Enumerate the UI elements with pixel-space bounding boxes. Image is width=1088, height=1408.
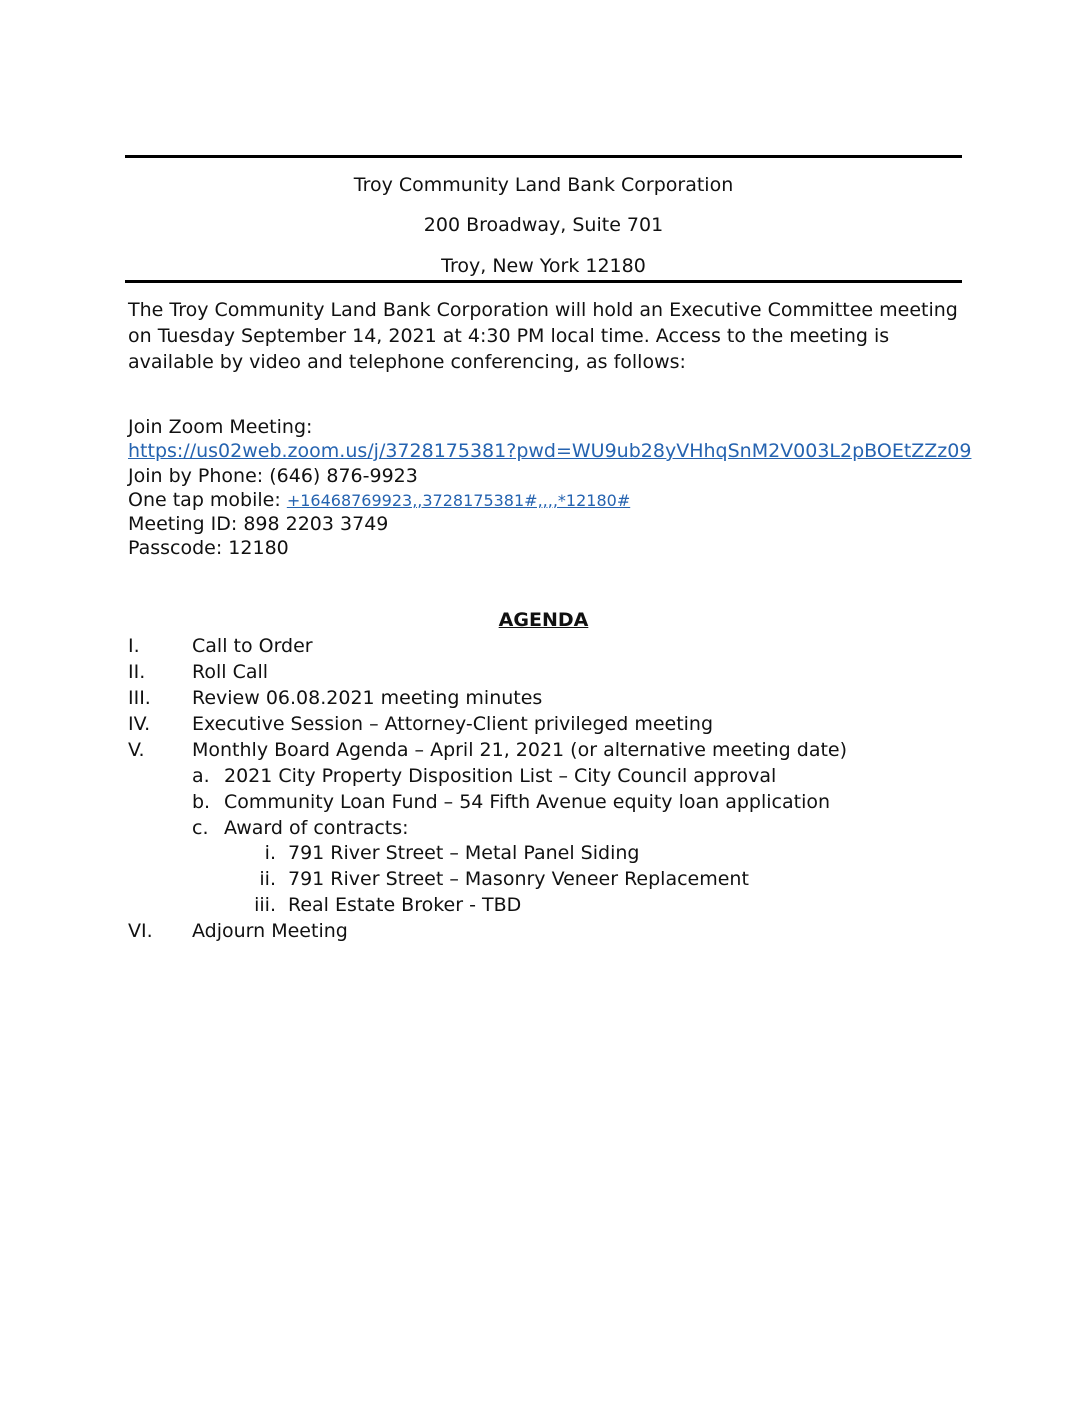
address-line-2: Troy, New York 12180 <box>441 255 646 277</box>
zoom-label: Join Zoom Meeting: <box>128 416 313 438</box>
header-bottom-rule <box>125 280 962 283</box>
one-tap-label: One tap mobile: <box>128 489 281 511</box>
zoom-link[interactable]: https://us02web.zoom.us/j/3728175381?pwd=WU9ub28yVHhqSnM2V003L2pBOEtZZz09 <box>128 440 972 462</box>
passcode: Passcode: 12180 <box>128 537 289 559</box>
meeting-id: Meeting ID: 898 2203 3749 <box>128 513 389 535</box>
org-name: Troy Community Land Bank Corporation <box>353 174 734 196</box>
document-page: Troy Community Land Bank Corporation 200 Broadway, Suite 701 Troy, New York 12180 The Troy Community Land Bank Corporation will hold an Executive Committee meeting on Tuesday September 14, 2021 at 4:30 PM local time. Access to the meeting is available by video and telephone conferencing, as follows: Join Zoom Meeting: https://us02web.zoom.us/j/3728175381?pwd=WU9ub28yVHhqSnM2V003L2pBOEtZZz09 Join by Phone: (646) 876-9923 One tap mobile: +16468769923,,3728175381#,,,,*12180# Meeting ID: 898 2203 3749 Passcode: 12180 AGENDA I. Call to Order II. Roll Call III. Review 06.08.2021 meeting minutes IV. Executive Session – Attorney-Client privileged meeting V. Monthly Board Agenda – April 21, 2021 (or alternative meeting date) a. 2021 City Property Disposition List – City Council approval b. Community Loan Fund – 54 Fifth Avenue equity loan application c. Award of contracts: i. 791 River Street – Metal Panel Siding ii. 791 River Street – Masonry Veneer Replacement iii. Real Estate Broker - TBD VI. Adjourn Meeting <box>0 0 1088 1408</box>
one-tap-line <box>128 489 630 511</box>
agenda-title: AGENDA <box>498 609 589 631</box>
phone-line <box>128 465 418 487</box>
phone-number: (646) 876-9923 <box>269 465 418 487</box>
phone-label: Join by Phone: <box>128 465 264 487</box>
header-top-rule <box>125 155 962 158</box>
address-line-1: 200 Broadway, Suite 701 <box>423 214 664 236</box>
intro-paragraph: The Troy Community Land Bank Corporation will hold an Executive Committee meeting on Tuesday September 14, 2021 at 4:30 PM local time. Access to the meeting is available by video and telephone conferencing, as follows: <box>128 299 958 373</box>
one-tap-link[interactable]: +16468769923,,3728175381#,,,,*12180# <box>286 491 631 510</box>
